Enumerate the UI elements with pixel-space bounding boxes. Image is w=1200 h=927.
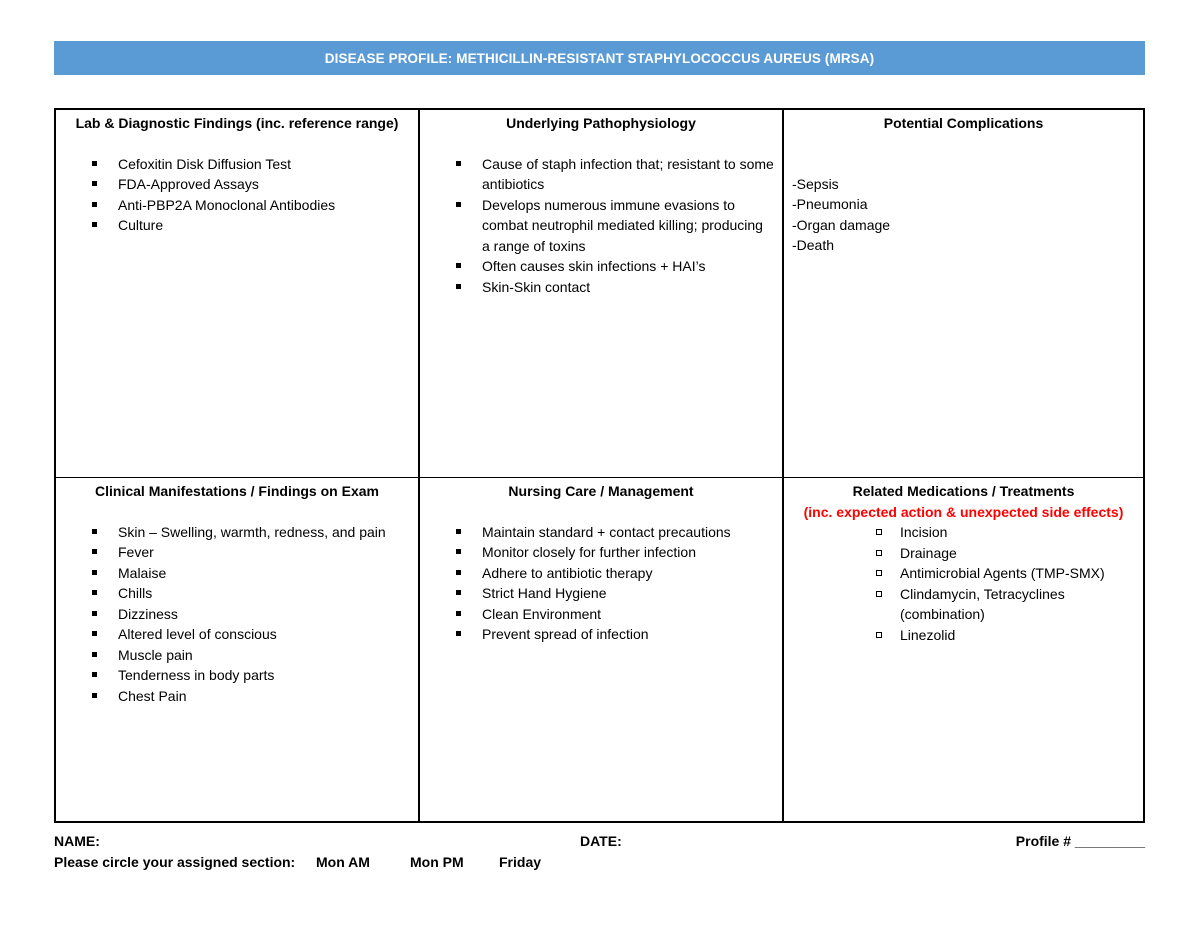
list-item: -Pneumonia [792,196,868,212]
list-item: Chest Pain [118,686,410,707]
list-item: Muscle pain [118,645,410,666]
footer [54,833,1145,875]
page-title: DISEASE PROFILE: METHICILLIN-RESISTANT STAPHYLOCOCCUS AUREUS (MRSA) [324,50,875,66]
list-item: Cause of staph infection that; resistant to some antibiotics [482,154,774,195]
pathophysiology-cell [420,110,784,478]
list-item: Incision [900,522,1135,543]
profile-grid [54,108,1145,823]
nursing-care-heading: Nursing Care / Management [508,483,694,499]
medications-subheading: (inc. expected action & unexpected side effects) [803,503,1124,520]
clinical-manifestations-list [56,522,418,707]
lab-findings-heading: Lab & Diagnostic Findings (inc. reference range) [75,115,399,131]
list-item: Often causes skin infections + HAI’s [482,256,774,277]
medications-list [784,522,1143,645]
date-label: DATE: [580,833,622,849]
list-item: Dizziness [118,604,410,625]
list-item: FDA-Approved Assays [118,174,410,195]
list-item: Altered level of conscious [118,624,410,645]
complications-heading: Potential Complications [883,115,1044,131]
medications-cell [784,478,1143,821]
list-item: Anti-PBP2A Monoclonal Antibodies [118,195,410,216]
list-item: Maintain standard + contact precautions [482,522,774,543]
lab-findings-cell [56,110,420,478]
list-item: Skin – Swelling, warmth, redness, and pain [118,522,410,543]
clinical-manifestations-heading: Clinical Manifestations / Findings on Exam [95,483,379,499]
list-item: Monitor closely for further infection [482,542,774,563]
list-item: Adhere to antibiotic therapy [482,563,774,584]
lab-findings-list [56,154,418,236]
section-label: Please circle your assigned section: [54,854,296,870]
list-item: -Sepsis [792,175,839,192]
clinical-manifestations-cell [56,478,420,821]
section-option-mon-am: Mon AM [316,854,370,870]
list-item: Antimicrobial Agents (TMP-SMX) [900,563,1135,584]
list-item: -Organ damage [792,216,891,233]
list-item: Strict Hand Hygiene [482,583,774,604]
list-item: Fever [118,542,410,563]
list-item: -Death [792,237,835,253]
list-item: Skin-Skin contact [482,277,774,298]
list-item: Develops numerous immune evasions to combat neutrophil mediated killing; producing a range of toxins [482,195,774,257]
list-item: Prevent spread of infection [482,624,774,645]
pathophysiology-heading: Underlying Pathophysiology [506,115,696,131]
complications-list [792,174,1143,256]
list-item: Clean Environment [482,604,774,625]
list-item: Linezolid [900,625,1135,646]
list-item: Malaise [118,563,410,584]
footer-row-1 [54,833,1145,854]
list-item: Chills [118,583,410,604]
section-option-mon-pm: Mon PM [410,854,464,870]
section-option-friday: Friday [499,854,542,870]
nursing-care-list [420,522,782,645]
list-item: Cefoxitin Disk Diffusion Test [118,154,410,175]
nursing-care-cell [420,478,784,821]
medications-heading: Related Medications / Treatments [852,483,1075,499]
complications-cell [784,110,1143,478]
footer-row-2 [54,854,1145,875]
list-item: Clindamycin, Tetracyclines (combination) [900,584,1135,625]
page-title-banner [54,41,1145,75]
list-item: Tenderness in body parts [118,665,410,686]
list-item: Culture [118,215,410,236]
pathophysiology-list [420,154,782,298]
list-item: Drainage [900,543,1135,564]
name-label: NAME: [54,833,100,849]
profile-number-label: Profile # _________ [1015,833,1145,849]
